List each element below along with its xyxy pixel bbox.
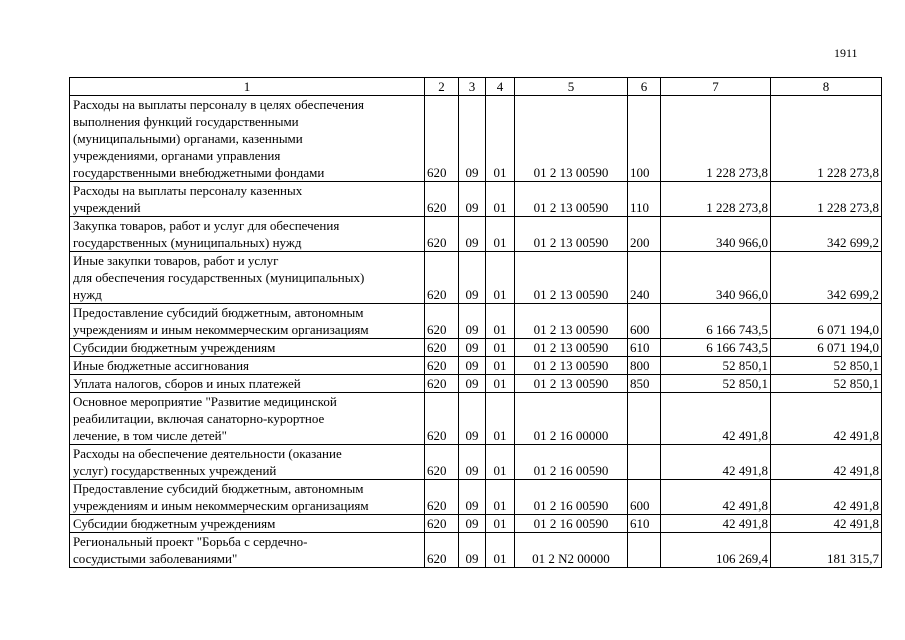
subsection-code-cell: 01 — [486, 96, 515, 182]
table-row — [70, 96, 882, 182]
expense-name-line: Иные бюджетные ассигнования — [73, 358, 250, 373]
section-code-cell: 09 — [459, 515, 486, 533]
expense-name-cell — [70, 480, 425, 515]
expense-name-line: Предоставление субсидий бюджетным, автономным — [73, 305, 364, 320]
subsection-code-cell: 01 — [486, 393, 515, 445]
table-row — [70, 445, 882, 480]
subsection-code-cell: 01 — [486, 480, 515, 515]
section-code-cell: 09 — [459, 182, 486, 217]
amount-year2-cell: 6 071 194,0 — [771, 339, 882, 357]
amount-year1-cell: 6 166 743,5 — [661, 339, 771, 357]
amount-year2-cell: 6 071 194,0 — [771, 304, 882, 339]
table-row — [70, 252, 882, 304]
subsection-code-cell: 01 — [486, 304, 515, 339]
table-row — [70, 217, 882, 252]
expense-type-cell: 110 — [628, 182, 661, 217]
expense-name-cell — [70, 304, 425, 339]
expense-name-line: для обеспечения государственных (муниципальных) — [73, 270, 365, 285]
section-code-cell: 09 — [459, 96, 486, 182]
expense-name-line: выполнения функций государственными — [73, 114, 299, 129]
amount-year2-cell: 42 491,8 — [771, 445, 882, 480]
amount-year2-cell: 342 699,2 — [771, 217, 882, 252]
expense-type-cell: 610 — [628, 515, 661, 533]
expense-name-line: учреждениям и иным некоммерческим организациям — [73, 498, 369, 513]
expense-type-cell: 100 — [628, 96, 661, 182]
ministry-code-cell: 620 — [425, 357, 459, 375]
subsection-code-cell: 01 — [486, 217, 515, 252]
expense-name-line: Субсидии бюджетным учреждениям — [73, 340, 276, 355]
column-header: 2 — [425, 78, 459, 96]
expense-name-cell — [70, 357, 425, 375]
expense-type-cell: 610 — [628, 339, 661, 357]
ministry-code-cell: 620 — [425, 393, 459, 445]
expense-name-line: услуг) государственных учреждений — [73, 463, 277, 478]
amount-year1-cell: 6 166 743,5 — [661, 304, 771, 339]
target-article-cell: 01 2 16 00590 — [515, 515, 628, 533]
target-article-cell: 01 2 13 00590 — [515, 339, 628, 357]
section-code-cell: 09 — [459, 533, 486, 568]
amount-year1-cell: 1 228 273,8 — [661, 182, 771, 217]
section-code-cell: 09 — [459, 304, 486, 339]
ministry-code-cell: 620 — [425, 304, 459, 339]
target-article-cell: 01 2 13 00590 — [515, 96, 628, 182]
ministry-code-cell: 620 — [425, 533, 459, 568]
expense-name-line: Субсидии бюджетным учреждениям — [73, 516, 276, 531]
amount-year1-cell: 1 228 273,8 — [661, 96, 771, 182]
expense-type-cell: 600 — [628, 304, 661, 339]
target-article-cell: 01 2 13 00590 — [515, 304, 628, 339]
ministry-code-cell: 620 — [425, 182, 459, 217]
target-article-cell: 01 2 13 00590 — [515, 375, 628, 393]
expense-name-cell — [70, 217, 425, 252]
expense-name-cell — [70, 252, 425, 304]
expense-name-line: (муниципальными) органами, казенными — [73, 131, 303, 146]
expense-name-line: учреждениями, органами управления — [73, 148, 281, 163]
table-row — [70, 393, 882, 445]
column-number-header — [70, 78, 882, 96]
amount-year2-cell: 52 850,1 — [771, 357, 882, 375]
expense-name-cell — [70, 339, 425, 357]
subsection-code-cell: 01 — [486, 515, 515, 533]
expense-name-line: нужд — [73, 287, 102, 302]
subsection-code-cell: 01 — [486, 182, 515, 217]
amount-year1-cell: 52 850,1 — [661, 357, 771, 375]
expense-name-line: Иные закупки товаров, работ и услуг — [73, 253, 279, 268]
ministry-code-cell: 620 — [425, 96, 459, 182]
subsection-code-cell: 01 — [486, 533, 515, 568]
amount-year2-cell: 342 699,2 — [771, 252, 882, 304]
section-code-cell: 09 — [459, 357, 486, 375]
expense-name-line: учреждений — [73, 200, 141, 215]
ministry-code-cell: 620 — [425, 515, 459, 533]
ministry-code-cell: 620 — [425, 217, 459, 252]
expense-name-cell — [70, 515, 425, 533]
expense-type-cell — [628, 393, 661, 445]
table-row — [70, 533, 882, 568]
table-row — [70, 357, 882, 375]
expense-type-cell: 800 — [628, 357, 661, 375]
column-header: 3 — [459, 78, 486, 96]
amount-year2-cell: 42 491,8 — [771, 480, 882, 515]
amount-year2-cell: 181 315,7 — [771, 533, 882, 568]
expense-name-line: Предоставление субсидий бюджетным, автономным — [73, 481, 364, 496]
expense-type-cell — [628, 445, 661, 480]
section-code-cell: 09 — [459, 252, 486, 304]
table-row — [70, 339, 882, 357]
expense-name-cell — [70, 375, 425, 393]
target-article-cell: 01 2 13 00590 — [515, 357, 628, 375]
column-header: 1 — [70, 78, 425, 96]
target-article-cell: 01 2 16 00590 — [515, 480, 628, 515]
expense-name-line: реабилитации, включая санаторно-курортное — [73, 411, 325, 426]
amount-year1-cell: 52 850,1 — [661, 375, 771, 393]
expense-name-line: Уплата налогов, сборов и иных платежей — [73, 376, 301, 391]
amount-year2-cell: 1 228 273,8 — [771, 182, 882, 217]
target-article-cell: 01 2 13 00590 — [515, 182, 628, 217]
expense-name-line: Расходы на выплаты персоналу в целях обеспечения — [73, 97, 365, 112]
column-header: 8 — [771, 78, 882, 96]
table-row — [70, 304, 882, 339]
expense-name-cell — [70, 182, 425, 217]
section-code-cell: 09 — [459, 217, 486, 252]
column-header: 4 — [486, 78, 515, 96]
amount-year1-cell: 42 491,8 — [661, 515, 771, 533]
expense-name-line: Региональный проект "Борьба с сердечно- — [73, 534, 308, 549]
expense-name-line: Расходы на выплаты персоналу казенных — [73, 183, 303, 198]
subsection-code-cell: 01 — [486, 357, 515, 375]
amount-year1-cell: 340 966,0 — [661, 217, 771, 252]
expense-type-cell: 200 — [628, 217, 661, 252]
ministry-code-cell: 620 — [425, 375, 459, 393]
expense-name-cell — [70, 393, 425, 445]
table-row — [70, 515, 882, 533]
column-header: 6 — [628, 78, 661, 96]
expense-name-line: Основное мероприятие "Развитие медицинской — [73, 394, 337, 409]
section-code-cell: 09 — [459, 375, 486, 393]
expense-name-line: Расходы на обеспечение деятельности (оказание — [73, 446, 342, 461]
amount-year1-cell: 42 491,8 — [661, 445, 771, 480]
expense-type-cell: 240 — [628, 252, 661, 304]
column-header: 5 — [515, 78, 628, 96]
section-code-cell: 09 — [459, 480, 486, 515]
expense-name-line: учреждениям и иным некоммерческим организациям — [73, 322, 369, 337]
ministry-code-cell: 620 — [425, 339, 459, 357]
target-article-cell: 01 2 16 00000 — [515, 393, 628, 445]
subsection-code-cell: 01 — [486, 252, 515, 304]
amount-year1-cell: 42 491,8 — [661, 480, 771, 515]
section-code-cell: 09 — [459, 339, 486, 357]
expense-type-cell: 850 — [628, 375, 661, 393]
column-header: 7 — [661, 78, 771, 96]
ministry-code-cell: 620 — [425, 445, 459, 480]
ministry-code-cell: 620 — [425, 252, 459, 304]
amount-year1-cell: 106 269,4 — [661, 533, 771, 568]
amount-year2-cell: 42 491,8 — [771, 393, 882, 445]
expense-name-line: лечение, в том числе детей" — [73, 428, 227, 443]
amount-year1-cell: 340 966,0 — [661, 252, 771, 304]
subsection-code-cell: 01 — [486, 445, 515, 480]
expense-type-cell: 600 — [628, 480, 661, 515]
expense-name-line: сосудистыми заболеваниями" — [73, 551, 238, 566]
page-number: 1911 — [834, 46, 858, 60]
subsection-code-cell: 01 — [486, 375, 515, 393]
table-row — [70, 375, 882, 393]
amount-year2-cell: 52 850,1 — [771, 375, 882, 393]
table-row — [70, 182, 882, 217]
ministry-code-cell: 620 — [425, 480, 459, 515]
amount-year1-cell: 42 491,8 — [661, 393, 771, 445]
expense-name-line: Закупка товаров, работ и услуг для обеспечения — [73, 218, 340, 233]
target-article-cell: 01 2 13 00590 — [515, 252, 628, 304]
section-code-cell: 09 — [459, 393, 486, 445]
expense-name-line: государственными внебюджетными фондами — [73, 165, 325, 180]
amount-year2-cell: 42 491,8 — [771, 515, 882, 533]
table-row — [70, 480, 882, 515]
expense-type-cell — [628, 533, 661, 568]
expense-name-cell — [70, 533, 425, 568]
budget-table — [69, 77, 882, 568]
expense-name-cell — [70, 96, 425, 182]
subsection-code-cell: 01 — [486, 339, 515, 357]
target-article-cell: 01 2 16 00590 — [515, 445, 628, 480]
amount-year2-cell: 1 228 273,8 — [771, 96, 882, 182]
target-article-cell: 01 2 N2 00000 — [515, 533, 628, 568]
section-code-cell: 09 — [459, 445, 486, 480]
expense-name-cell — [70, 445, 425, 480]
target-article-cell: 01 2 13 00590 — [515, 217, 628, 252]
expense-name-line: государственных (муниципальных) нужд — [73, 235, 302, 250]
